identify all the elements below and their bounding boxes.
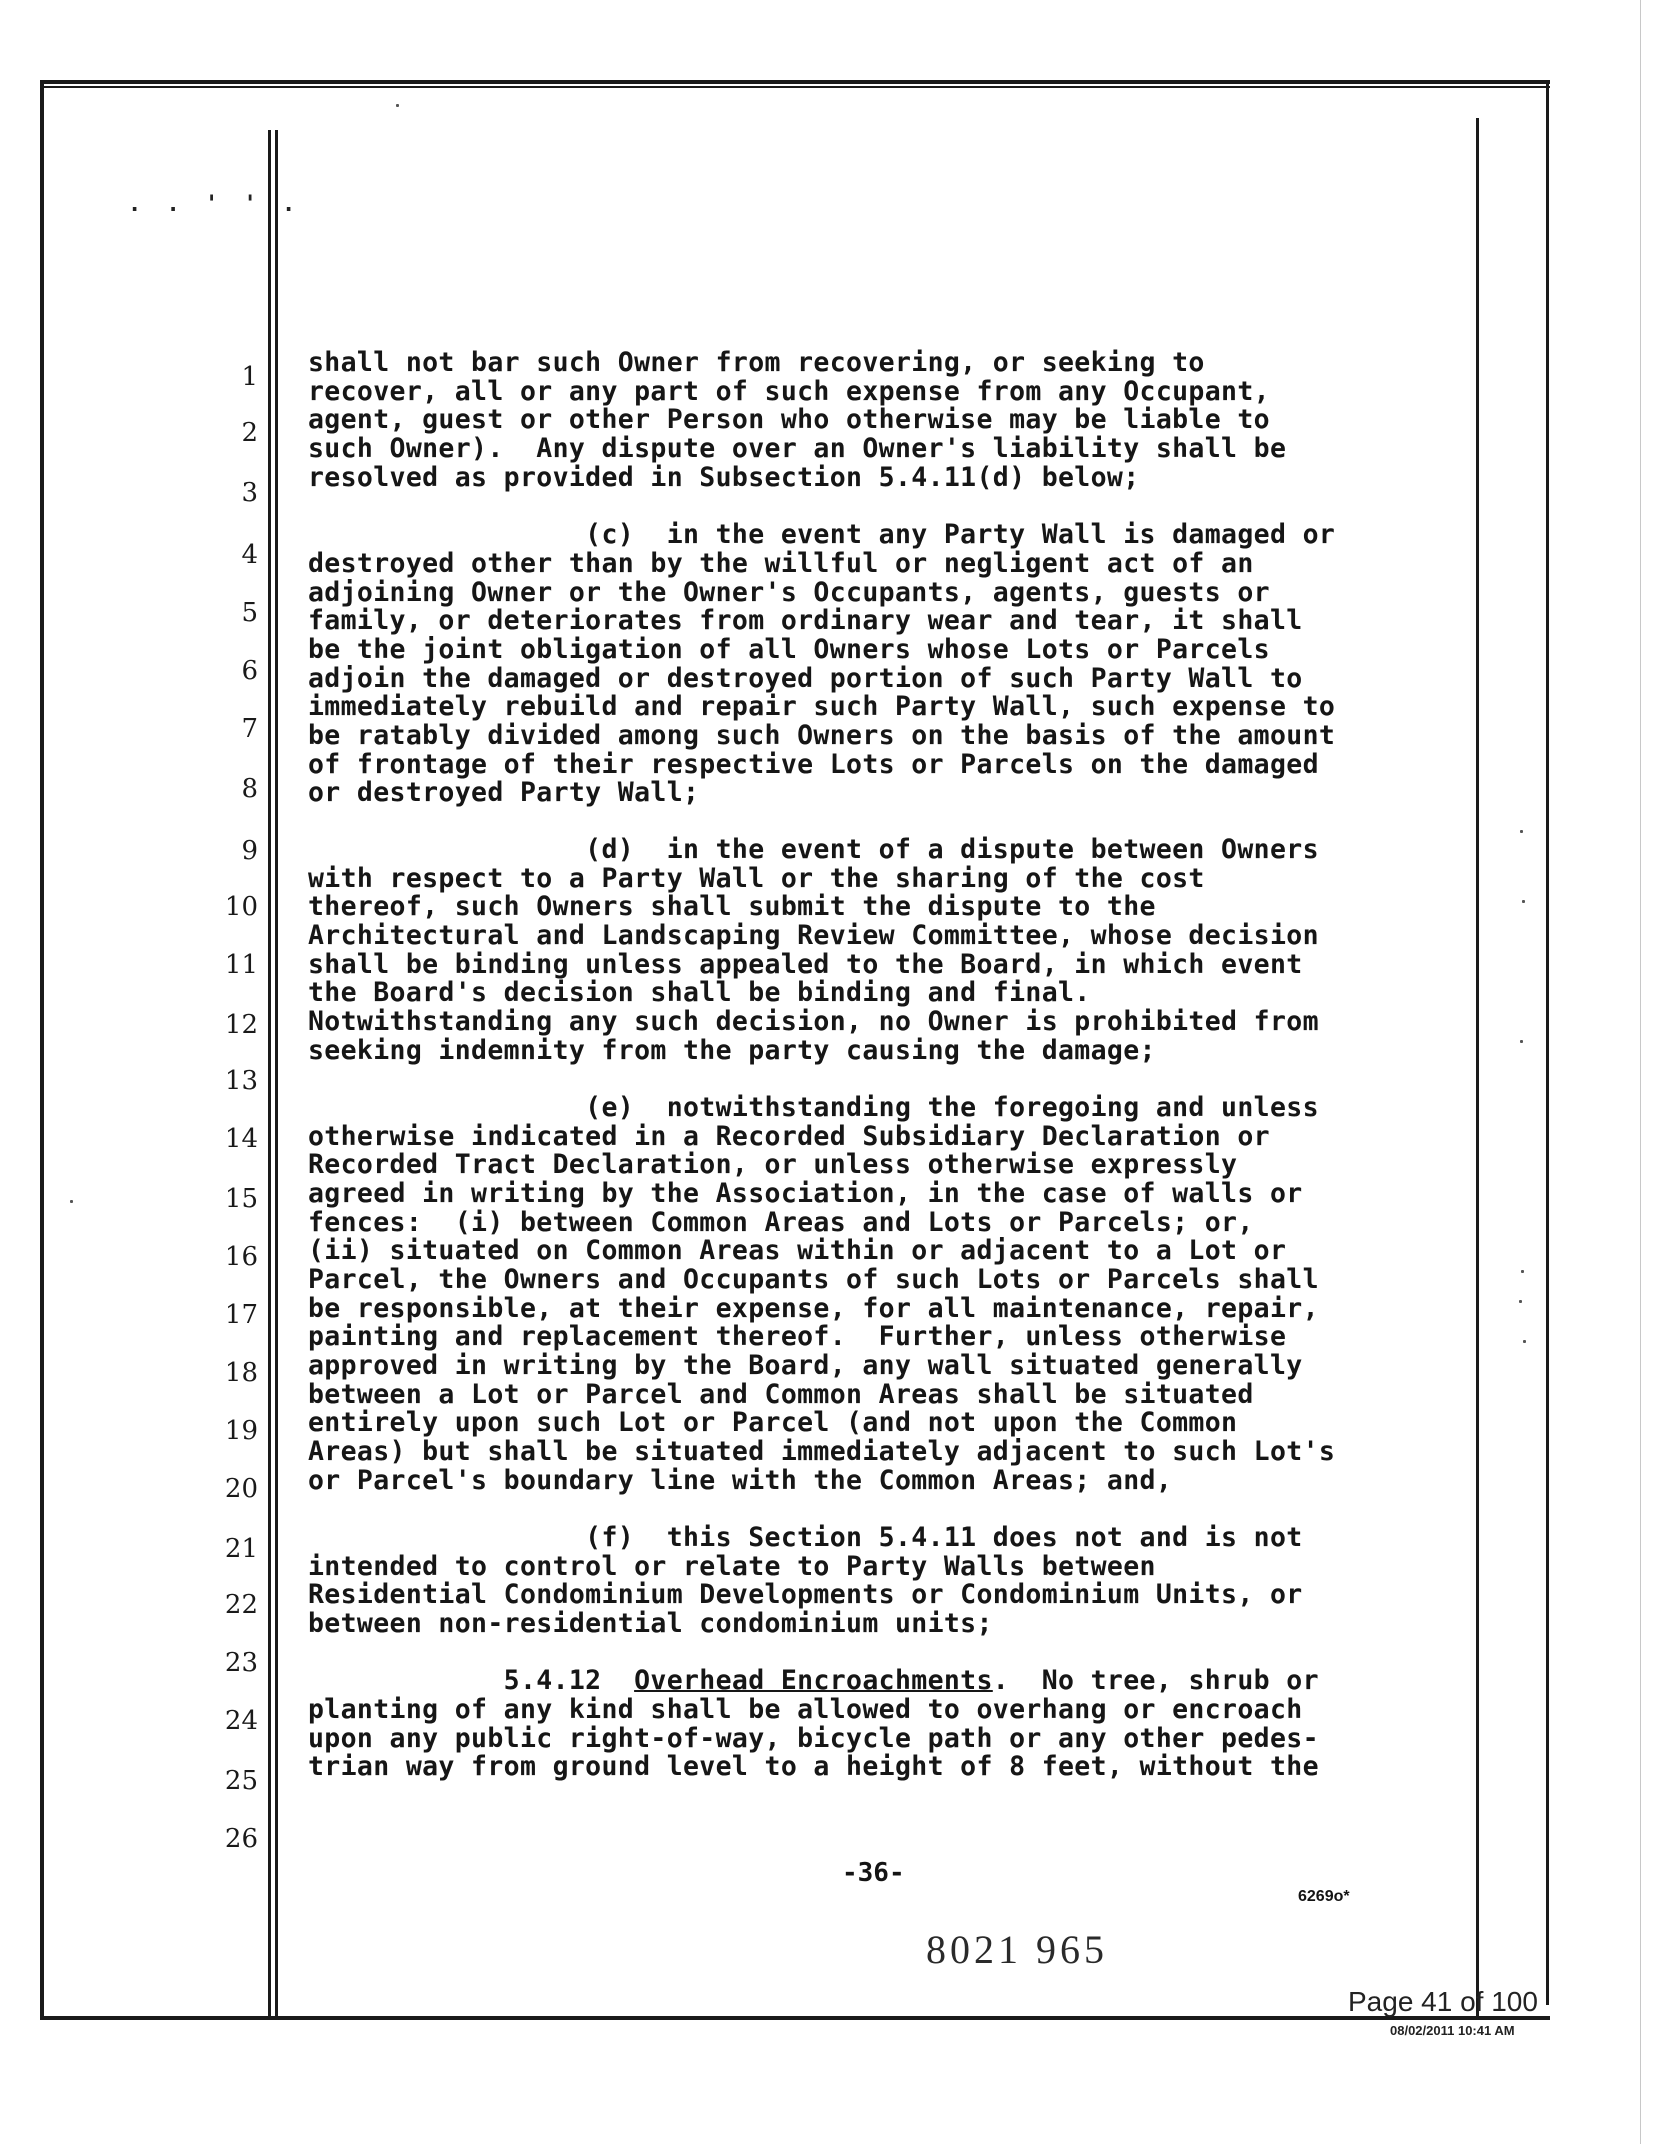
- text-line: recover, all or any part of such expense from any Occupant,: [308, 376, 1270, 407]
- line-number: 13: [224, 1066, 258, 1096]
- text-line: the Board's decision shall be binding and final.: [308, 977, 1091, 1008]
- text-line: (ii) situated on Common Areas within or adjacent to a Lot or: [308, 1235, 1287, 1266]
- top-border: [40, 80, 1550, 84]
- line-number: 3: [241, 478, 258, 508]
- line-number: 26: [224, 1824, 258, 1854]
- line-number: 12: [224, 1010, 258, 1040]
- section-heading-line: [308, 1666, 1319, 1695]
- text-line: (c) in the event any Party Wall is damaged or: [308, 519, 1336, 550]
- text-line: or Parcel's boundary line with the Common Areas; and,: [308, 1465, 1173, 1496]
- text-line: trian way from ground level to a height of 8 feet, without the: [308, 1751, 1319, 1782]
- text-line: fences: (i) between Common Areas and Lots or Parcels; or,: [308, 1207, 1254, 1238]
- line-number: 20: [224, 1474, 258, 1504]
- text-line: of frontage of their respective Lots or Parcels on the damaged: [308, 749, 1319, 780]
- text-line: with respect to a Party Wall or the sharing of the cost: [308, 863, 1205, 894]
- text-line: shall be binding unless appealed to the Board, in which event: [308, 949, 1303, 980]
- text-line: approved in writing by the Board, any wall situated generally: [308, 1350, 1303, 1381]
- page-number: -36-: [842, 1858, 905, 1888]
- section-lead: . No tree, shrub or: [992, 1665, 1319, 1696]
- line-number: 9: [241, 836, 258, 866]
- line-number: 17: [224, 1300, 258, 1330]
- text-line: painting and replacement thereof. Further, unless otherwise: [308, 1321, 1287, 1352]
- text-line: planting of any kind shall be allowed to overhang or encroach: [308, 1694, 1303, 1725]
- text-line: (e) notwithstanding the foregoing and unless: [308, 1092, 1319, 1123]
- text-line: or destroyed Party Wall;: [308, 777, 700, 808]
- document-reference: 6269o*: [1298, 1888, 1350, 1905]
- text-line: (f) this Section 5.4.11 does not and is not: [308, 1522, 1303, 1553]
- text-line: otherwise indicated in a Recorded Subsidiary Declaration or: [308, 1121, 1270, 1152]
- text-line: be the joint obligation of all Owners whose Lots or Parcels: [308, 634, 1270, 665]
- text-line: Architectural and Landscaping Review Committee, whose decision: [308, 920, 1319, 951]
- line-number: 5: [241, 598, 258, 628]
- text-line: between a Lot or Parcel and Common Areas shall be situated: [308, 1379, 1254, 1410]
- page-of-count: Page 41 of 100: [1348, 1986, 1538, 2017]
- text-line: intended to control or relate to Party Walls between: [308, 1551, 1156, 1582]
- line-number: 18: [224, 1358, 258, 1388]
- right-margin-rule: [1476, 118, 1479, 2018]
- line-number: 7: [241, 714, 258, 744]
- line-number: 11: [224, 950, 258, 980]
- top-border-inner: [40, 86, 1550, 88]
- scan-edge: [1640, 0, 1641, 2144]
- line-number: 23: [224, 1648, 258, 1678]
- line-number: 1: [241, 362, 258, 392]
- text-line: Residential Condominium Developments or Condominium Units, or: [308, 1579, 1303, 1610]
- line-number: 4: [241, 540, 258, 570]
- line-number: 8: [241, 774, 258, 804]
- line-number: 21: [224, 1534, 258, 1564]
- line-number: 24: [224, 1706, 258, 1736]
- text-line: Recorded Tract Declaration, or unless otherwise expressly: [308, 1149, 1238, 1180]
- text-line: Notwithstanding any such decision, no Owner is prohibited from: [308, 1006, 1319, 1037]
- text-line: adjoining Owner or the Owner's Occupants, agents, guests or: [308, 577, 1270, 608]
- text-line: entirely upon such Lot or Parcel (and not upon the Common: [308, 1407, 1238, 1438]
- section-title: Overhead Encroachments: [634, 1665, 993, 1696]
- text-line: resolved as provided in Subsection 5.4.11(d) below;: [308, 462, 1140, 493]
- text-line: be responsible, at their expense, for all maintenance, repair,: [308, 1293, 1319, 1324]
- line-number: 19: [224, 1416, 258, 1446]
- text-line: immediately rebuild and repair such Party Wall, such expense to: [308, 691, 1336, 722]
- line-number: 6: [241, 656, 258, 686]
- margin-dots: . . ' ' .: [128, 192, 302, 217]
- line-number: 10: [224, 892, 258, 922]
- text-line: thereof, such Owners shall submit the dispute to the: [308, 891, 1156, 922]
- bottom-border: [40, 2016, 1550, 2020]
- text-line: adjoin the damaged or destroyed portion of such Party Wall to: [308, 663, 1303, 694]
- left-border: [40, 80, 44, 2020]
- line-number: 14: [224, 1124, 258, 1154]
- print-timestamp: 08/02/2011 10:41 AM: [1390, 2023, 1515, 2038]
- line-number: 2: [241, 418, 258, 448]
- text-line: Parcel, the Owners and Occupants of such Lots or Parcels shall: [308, 1264, 1319, 1295]
- text-line: destroyed other than by the willful or negligent act of an: [308, 548, 1254, 579]
- text-line: such Owner). Any dispute over an Owner's liability shall be: [308, 433, 1287, 464]
- text-line: family, or deteriorates from ordinary wear and tear, it shall: [308, 605, 1303, 636]
- text-line: shall not bar such Owner from recovering, or seeking to: [308, 347, 1205, 378]
- text-line: between non-residential condominium units;: [308, 1608, 993, 1639]
- text-line: Areas) but shall be situated immediately adjacent to such Lot's: [308, 1436, 1336, 1467]
- margin-double-rule-b: [275, 130, 278, 2020]
- text-line: agent, guest or other Person who otherwise may be liable to: [308, 404, 1270, 435]
- text-line: upon any public right-of-way, bicycle path or any other pedes-: [308, 1723, 1319, 1754]
- line-number: 16: [224, 1242, 258, 1272]
- text-line: (d) in the event of a dispute between Owners: [308, 834, 1319, 865]
- text-line: seeking indemnity from the party causing the damage;: [308, 1035, 1156, 1066]
- line-number: 15: [224, 1184, 258, 1214]
- right-border: [1546, 80, 1549, 2005]
- line-number: 22: [224, 1590, 258, 1620]
- text-line: be ratably divided among such Owners on the basis of the amount: [308, 720, 1336, 751]
- book-page-stamp: 8021 965: [926, 1927, 1108, 1972]
- margin-double-rule-a: [268, 130, 271, 2020]
- line-number: 25: [224, 1766, 258, 1796]
- section-number: 5.4.12: [308, 1665, 635, 1696]
- text-line: agreed in writing by the Association, in the case of walls or: [308, 1178, 1303, 1209]
